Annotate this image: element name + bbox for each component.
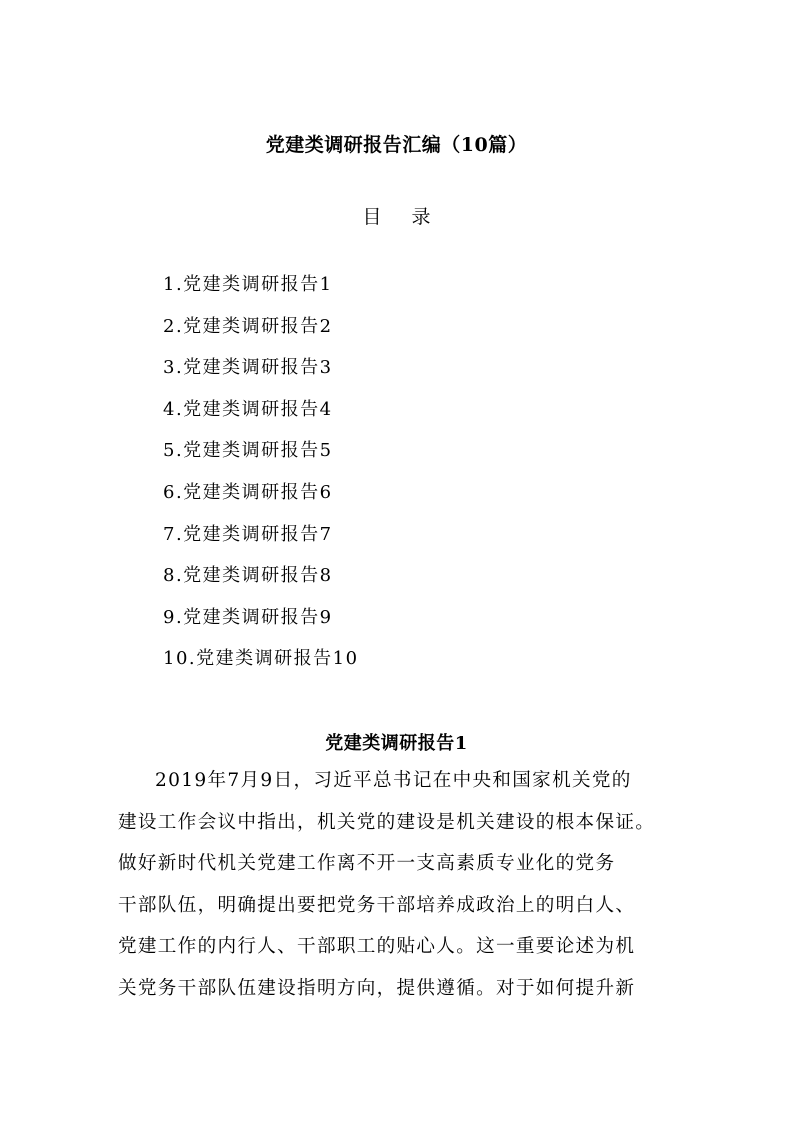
toc-heading: 目 录 (362, 206, 443, 228)
table-of-contents (163, 271, 359, 687)
body-line: 建设工作会议中指出，机关党的建设是机关建设的根本保证。 (118, 811, 656, 833)
toc-item-4[interactable]: 4.党建类调研报告4 (163, 398, 333, 420)
toc-item-1[interactable]: 1.党建类调研报告1 (163, 274, 333, 295)
body-paragraph (118, 765, 688, 1015)
body-line: 党建工作的内行人、干部职工的贴心人。这一重要论述为机 (118, 936, 636, 958)
toc-item-10[interactable]: 10.党建类调研报告10 (163, 648, 359, 670)
toc-item-3[interactable]: 3.党建类调研报告3 (163, 357, 333, 379)
body-line: 做好新时代机关党建工作离不开一支高素质专业化的党务 (118, 853, 616, 875)
toc-item-5[interactable]: 5.党建类调研报告5 (163, 440, 333, 462)
document-title: 党建类调研报告汇编（10篇） (265, 134, 528, 156)
body-line: 关党务干部队伍建设指明方向，提供遵循。对于如何提升新 (118, 977, 636, 999)
toc-item-9[interactable]: 9.党建类调研报告9 (163, 606, 333, 628)
section-title: 党建类调研报告1 (325, 733, 468, 754)
body-line: 2019年7月9日，习近平总书记在中央和国家机关党的 (155, 770, 632, 791)
body-line: 干部队伍，明确提出要把党务干部培养成政治上的明白人、 (118, 894, 636, 916)
toc-item-6[interactable]: 6.党建类调研报告6 (163, 481, 333, 503)
toc-item-2[interactable]: 2.党建类调研报告2 (163, 315, 333, 337)
toc-item-7[interactable]: 7.党建类调研报告7 (163, 523, 333, 545)
toc-item-8[interactable]: 8.党建类调研报告8 (163, 565, 333, 587)
